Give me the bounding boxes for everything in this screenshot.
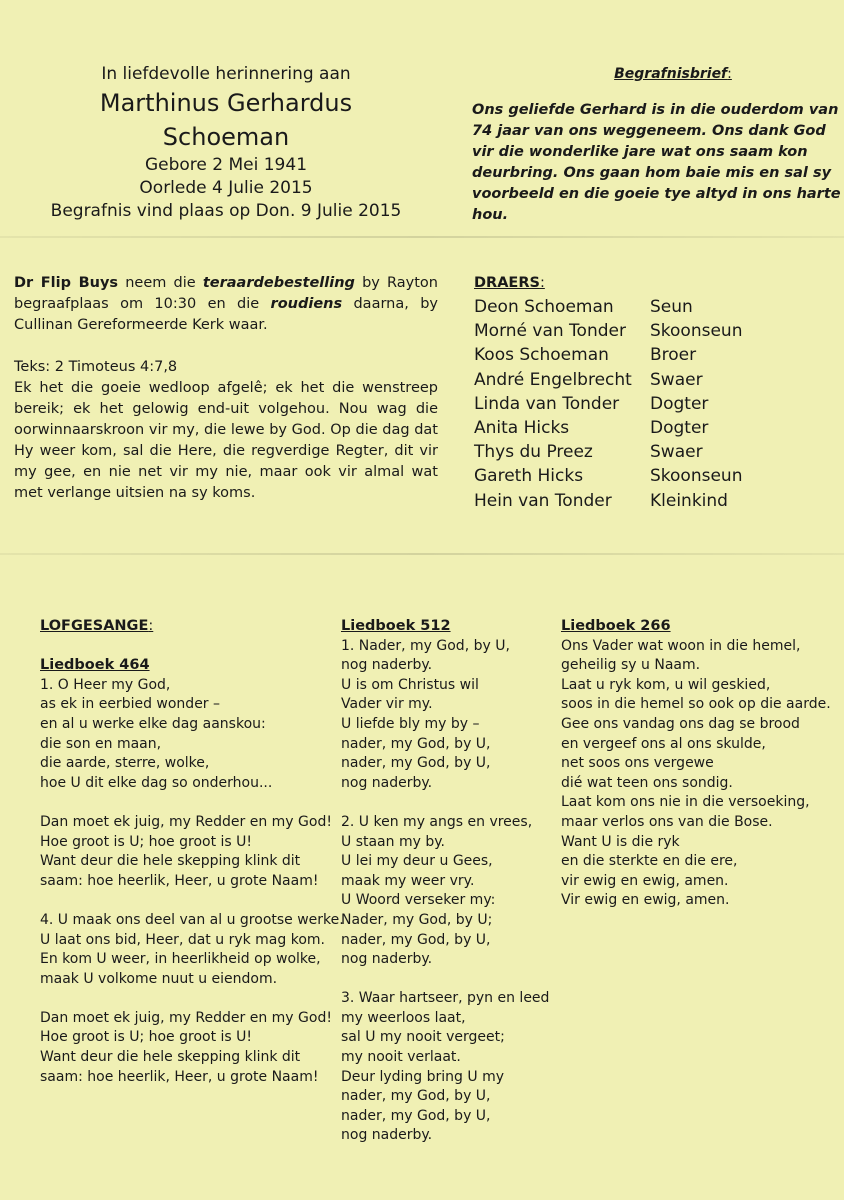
hymn-line: Dan moet ek juig, my Redder en my God! xyxy=(40,1009,332,1026)
pallbearer-row xyxy=(474,440,742,464)
service-details xyxy=(14,273,438,504)
hymn-line: Nader, my God, by U; xyxy=(341,911,493,928)
hymn-line: en die sterkte en die ere, xyxy=(561,853,738,870)
death-date: Oorlede 4 Julie 2015 xyxy=(139,178,313,198)
pallbearer-row xyxy=(474,392,742,416)
hymn-line: Vir ewig en ewig, amen. xyxy=(561,892,730,909)
funeral-letter-text: Ons geliefde Gerhard is in die ouderdom van 74 jaar van ons weggeneem. Ons dank God vir die wonderlike jare wat ons saam kon deurbring. Ons gaan hom baie mis en sal sy voorbeeld en die goeie tye altyd in ons harte hou. xyxy=(472,102,841,223)
funeral-letter-title-colon: : xyxy=(727,66,732,82)
hymn-line: saam: hoe heerlik, Heer, u grote Naam! xyxy=(40,872,319,889)
hymn-line: geheilig sy u Naam. xyxy=(561,657,701,674)
hymn-266-title: Liedboek 266 xyxy=(561,618,671,634)
hymn-line: nader, my God, by U, xyxy=(341,1107,491,1124)
hymn-line: Want deur die hele skepping klink dit xyxy=(40,853,301,870)
hymn-line: maak U volkome nuut u eiendom. xyxy=(40,970,278,987)
hymn-line: die son en maan, xyxy=(40,735,162,752)
hymn-line: En kom U weer, in heerlikheid op wolke, xyxy=(40,951,321,968)
minister-name: Dr Flip Buys xyxy=(14,275,119,291)
hymn-line: U is om Christus wil xyxy=(341,676,479,693)
hymn-line: Vader vir my. xyxy=(341,696,433,713)
service-paragraph xyxy=(14,273,438,336)
hymn-line: 1. O Heer my God, xyxy=(40,676,171,693)
hymn-line: maar verlos ons van die Bose. xyxy=(561,813,773,830)
pallbearer-row xyxy=(474,368,742,392)
hymn-line: U staan my by. xyxy=(341,833,445,850)
hymn-464-title: Liedboek 464 xyxy=(40,657,150,674)
hymn-line: nader, my God, by U, xyxy=(341,735,491,752)
hymn-line: Hoe groot is U; hoe groot is U! xyxy=(40,1029,253,1046)
funeral-letter-title-text: Begrafnisbrief xyxy=(614,66,728,82)
hymn-line: nader, my God, by U, xyxy=(341,1088,491,1105)
hymns-column-3 xyxy=(561,617,844,911)
hymn-line: Want U is die ryk xyxy=(561,833,680,850)
hymn-line: 1. Nader, my God, by U, xyxy=(341,637,510,654)
memorial-intro: In liefdevolle herinnering aan xyxy=(101,64,351,84)
pallbearer-row xyxy=(474,464,742,488)
hymn-line: nader, my God, by U, xyxy=(341,755,491,772)
hymn-line: vir ewig en ewig, amen. xyxy=(561,872,729,889)
hymn-line: en vergeef ons al ons skulde, xyxy=(561,735,766,752)
hymn-line: 4. U maak ons deel van al u grootse werke. xyxy=(40,911,344,928)
hymn-512-lyrics xyxy=(341,637,551,1146)
service-text: by Rayton begraafplaas om 10:30 en die xyxy=(14,275,438,312)
hymn-line: Want deur die hele skepping klink dit xyxy=(40,1049,301,1066)
pallbearer-relation: Skoonseun xyxy=(650,321,743,342)
hymn-line: die aarde, sterre, wolke, xyxy=(40,755,210,772)
memorial-header xyxy=(40,62,412,223)
service-text: neem die xyxy=(118,275,203,291)
fold-line xyxy=(0,553,844,555)
hymn-line: Laat u ryk kom, u wil geskied, xyxy=(561,676,771,693)
pallbearer-name: Morné van Tonder xyxy=(474,321,626,342)
pallbearer-relation: Swaer xyxy=(650,369,703,390)
pallbearer-name: Hein van Tonder xyxy=(474,490,612,511)
hymn-line: my nooit verlaat. xyxy=(341,1049,461,1066)
hymn-line: en al u werke elke dag aanskou: xyxy=(40,715,266,732)
hymn-line: U lei my deur u Gees, xyxy=(341,853,493,870)
hymn-line: my weerloos laat, xyxy=(341,1009,466,1026)
service-text: daarna, by Cullinan Gereformeerde Kerk waar. xyxy=(14,296,438,333)
hymns-heading xyxy=(40,617,330,637)
hymn-line: 3. Waar hartseer, pyn en leed xyxy=(341,990,550,1007)
pallbearers-heading-colon: : xyxy=(539,275,545,291)
hymn-line xyxy=(40,891,330,911)
hymn-line: as ek in eerbied wonder – xyxy=(40,696,221,713)
hymn-line: Deur lyding bring U my xyxy=(341,1068,504,1085)
hymn-line: 2. U ken my angs en vrees, xyxy=(341,813,533,830)
pallbearer-row xyxy=(474,319,742,343)
funeral-date: Begrafnis vind plaas op Don. 9 Julie 2015 xyxy=(50,201,402,221)
pallbearer-relation: Kleinkind xyxy=(650,490,728,511)
pallbearer-relation: Skoonseun xyxy=(650,466,743,487)
hymn-line: U laat ons bid, Heer, dat u ryk mag kom. xyxy=(40,931,325,948)
hymn-line: Gee ons vandag ons dag se brood xyxy=(561,715,800,732)
pallbearer-relation: Dogter xyxy=(650,418,709,439)
hymn-line xyxy=(341,793,551,813)
pallbearer-name: Anita Hicks xyxy=(474,418,570,439)
hymn-line: Ons Vader wat woon in die hemel, xyxy=(561,637,801,654)
pallbearer-relation: Broer xyxy=(650,345,697,366)
pallbearers xyxy=(474,273,804,513)
pallbearers-heading-text: DRAERS xyxy=(474,275,540,291)
hymn-512-title: Liedboek 512 xyxy=(341,618,451,634)
pallbearer-relation: Dogter xyxy=(650,393,709,414)
pallbearer-relation: Seun xyxy=(650,297,693,317)
funeral-letter-title xyxy=(502,64,844,84)
pallbearer-name: André Engelbrecht xyxy=(474,369,632,390)
hymn-line: U liefde bly my by – xyxy=(341,715,480,732)
hymn-line: nog naderby. xyxy=(341,951,433,968)
hymn-line: dié wat teen ons sondig. xyxy=(561,774,733,791)
pallbearer-row xyxy=(474,295,742,319)
hymn-line xyxy=(40,793,330,813)
hymns-column-1 xyxy=(40,617,344,1087)
hymn-line: Laat kom ons nie in die versoeking, xyxy=(561,794,810,811)
hymn-line: nog naderby. xyxy=(341,774,433,791)
hymn-line xyxy=(40,989,330,1009)
pallbearer-name: Koos Schoeman xyxy=(474,345,609,366)
fold-line xyxy=(0,236,844,238)
pallbearer-name: Linda van Tonder xyxy=(474,393,620,414)
hymn-line: nog naderby. xyxy=(341,1127,433,1144)
scripture-text: Ek het die goeie wedloop afgelê; ek het die wenstreep bereik; ek het gelowig end-uit volgehou. Nou wag die oorwinnaarskroon vir my, die lewe by God. Op die dag dat Hy weer kom, sal die Here, die regverdige Regter, dit vir my gee, en nie net vir my nie, maar ook vir almal wat met verlange uitsien na sy koms. xyxy=(14,380,438,501)
hymn-line: Dan moet ek juig, my Redder en my God! xyxy=(40,813,332,830)
pallbearer-row xyxy=(474,416,742,440)
pallbearer-name: Deon Schoeman xyxy=(474,297,614,317)
deceased-name: Marthinus Gerhardus Schoeman xyxy=(99,89,353,151)
hymn-line: maak my weer vry. xyxy=(341,872,475,889)
birth-date: Gebore 2 Mei 1941 xyxy=(144,155,308,175)
hymn-line: nog naderby. xyxy=(341,657,433,674)
hymn-464-lyrics xyxy=(40,676,344,1087)
roudiens-term: roudiens xyxy=(270,296,343,312)
pallbearer-name: Thys du Preez xyxy=(474,442,593,463)
hymns-heading-text: LOFGESANGE xyxy=(40,618,149,634)
hymn-line: soos in die hemel so ook op die aarde. xyxy=(561,696,831,713)
hymn-line: saam: hoe heerlik, Heer, u grote Naam! xyxy=(40,1068,319,1085)
hymn-line: Hoe groot is U; hoe groot is U! xyxy=(40,833,253,850)
scripture-reference: Teks: 2 Timoteus 4:7,8 xyxy=(14,359,178,375)
hymn-line xyxy=(341,970,551,990)
hymns-column-2 xyxy=(341,617,551,1146)
funeral-letter xyxy=(472,64,844,226)
pallbearer-relation: Swaer xyxy=(650,442,703,463)
burial-term: teraardebestelling xyxy=(202,275,355,291)
hymn-line: sal U my nooit vergeet; xyxy=(341,1029,505,1046)
hymns-heading-colon: : xyxy=(148,618,154,634)
pallbearers-table xyxy=(474,295,742,513)
pallbearer-row xyxy=(474,489,742,513)
hymn-line: hoe U dit elke dag so onderhou... xyxy=(40,774,273,791)
pallbearer-row xyxy=(474,343,742,367)
hymn-line: nader, my God, by U, xyxy=(341,931,491,948)
hymn-266-lyrics xyxy=(561,637,844,911)
hymn-line: net soos ons vergewe xyxy=(561,755,714,772)
pallbearer-name: Gareth Hicks xyxy=(474,466,584,487)
pallbearers-heading xyxy=(474,273,804,293)
hymn-line: U Woord verseker my: xyxy=(341,892,496,909)
